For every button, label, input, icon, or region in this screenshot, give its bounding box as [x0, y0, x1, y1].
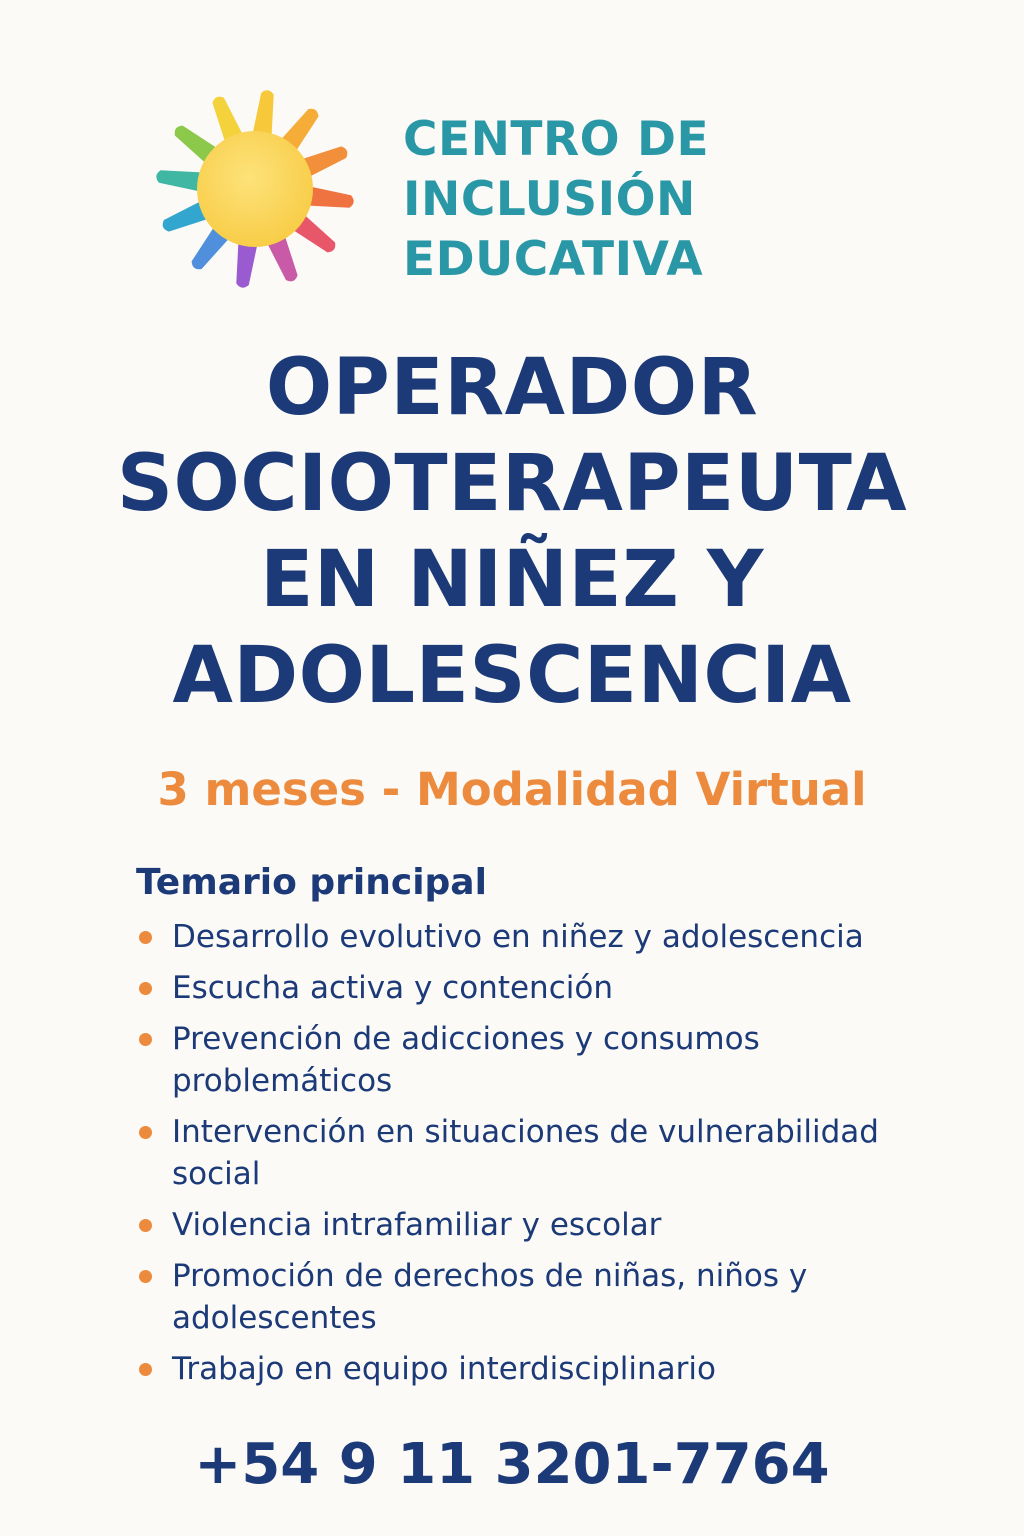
- syllabus-list: [136, 916, 956, 1390]
- syllabus-item: [136, 967, 956, 1009]
- syllabus-item-text: Trabajo en equipo interdisciplinario: [172, 1351, 716, 1387]
- syllabus-item: [136, 1018, 956, 1102]
- course-title-line-2: SOCIOTERAPEUTA: [116, 439, 908, 529]
- syllabus: [136, 858, 956, 1399]
- course-title-line-4: ADOLESCENCIA: [172, 631, 852, 721]
- contact-phone[interactable]: +54 9 11 3201-7764: [194, 1432, 830, 1497]
- bullet-icon: [139, 1363, 152, 1376]
- bullet-icon: [139, 1033, 152, 1046]
- organization-name-line-2: INCLUSIÓN: [403, 172, 696, 227]
- course-title: [0, 340, 1024, 724]
- bullet-icon: [139, 982, 152, 995]
- course-title-line-1: OPERADOR: [265, 343, 759, 433]
- syllabus-item: [136, 1255, 956, 1339]
- syllabus-item-text: Escucha activa y contención: [172, 970, 613, 1006]
- bullet-icon: [139, 1270, 152, 1283]
- bullet-icon: [139, 1219, 152, 1232]
- syllabus-item: [136, 1204, 956, 1246]
- syllabus-item-text: Desarrollo evolutivo en niñez y adolescencia: [172, 919, 864, 955]
- course-duration-modality: 3 meses - Modalidad Virtual: [157, 763, 867, 816]
- sun-icon: [150, 82, 360, 292]
- course-title-line-3: EN NIÑEZ Y: [260, 535, 764, 625]
- syllabus-item: [136, 916, 956, 958]
- organization-name-line-1: CENTRO DE: [403, 112, 710, 167]
- syllabus-item-text: Prevención de adicciones y consumos problemáticos: [172, 1021, 760, 1099]
- bullet-icon: [139, 931, 152, 944]
- syllabus-item: [136, 1111, 956, 1195]
- organization-name: [403, 110, 709, 290]
- syllabus-item-text: Intervención en situaciones de vulnerabilidad social: [172, 1114, 879, 1192]
- logo: [150, 82, 910, 292]
- bullet-icon: [139, 1126, 152, 1139]
- organization-name-line-3: EDUCATIVA: [403, 232, 704, 287]
- syllabus-item-text: Promoción de derechos de niñas, niños y adolescentes: [172, 1258, 808, 1336]
- syllabus-heading: Temario principal: [136, 862, 487, 903]
- syllabus-item: [136, 1348, 956, 1390]
- syllabus-item-text: Violencia intrafamiliar y escolar: [172, 1207, 662, 1243]
- sun-core: [197, 131, 313, 247]
